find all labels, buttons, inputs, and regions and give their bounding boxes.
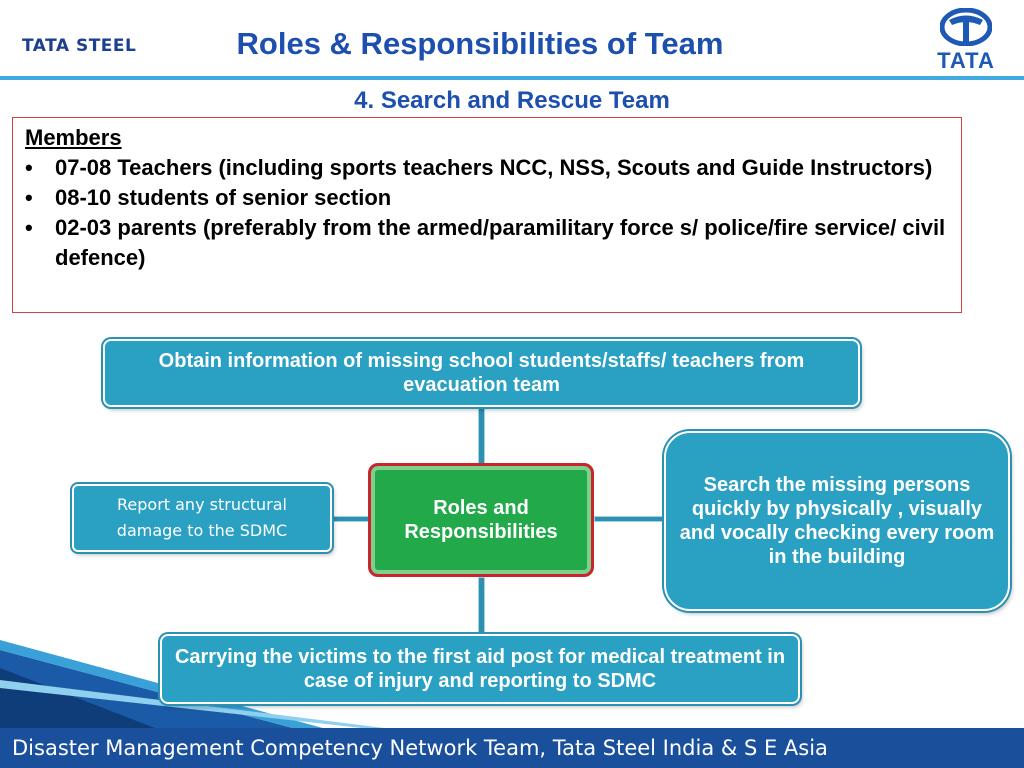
role-search-persons bbox=[664, 431, 1010, 611]
role-search-persons-text: Search the missing persons quickly by physically , visually and vocally checking every room in the building bbox=[679, 474, 995, 568]
members-list bbox=[25, 153, 949, 273]
roles-center-text: Roles and Responsibilities bbox=[404, 497, 558, 543]
section-subtitle: 4. Search and Rescue Team bbox=[354, 87, 670, 114]
member-item: • 02-03 parents (preferably from the armed/paramilitary force s/ police/fire service/ civil defence) bbox=[25, 213, 949, 273]
member-item: • 08-10 students of senior section bbox=[25, 183, 949, 213]
tata-logo bbox=[930, 8, 1002, 73]
connector-top bbox=[478, 408, 485, 466]
role-obtain-info bbox=[103, 339, 860, 407]
page-title: Roles & Responsibilities of Team bbox=[236, 26, 724, 61]
connector-left bbox=[332, 516, 370, 522]
connector-bottom bbox=[478, 577, 485, 636]
role-obtain-info-text: Obtain information of missing school students/staffs/ teachers from evacuation team bbox=[158, 350, 805, 396]
members-heading: Members bbox=[25, 125, 122, 150]
members-box bbox=[12, 117, 962, 313]
footer-bar bbox=[0, 728, 1024, 768]
role-carry-victims bbox=[160, 634, 800, 704]
role-carry-victims-text: Carrying the victims to the first aid post for medical treatment in case of injury and reporting to SDMC bbox=[174, 646, 786, 692]
connector-right bbox=[594, 516, 666, 522]
roles-center-node bbox=[368, 463, 594, 577]
header-divider bbox=[0, 76, 1024, 80]
role-report-damage bbox=[72, 484, 332, 552]
footer-text: Disaster Management Competency Network Team, Tata Steel India & S E Asia bbox=[12, 736, 828, 760]
tata-emblem-icon bbox=[940, 8, 992, 46]
tata-steel-logo: TATA STEEL bbox=[22, 36, 137, 56]
tata-wordmark: TATA bbox=[937, 48, 995, 73]
member-item: • 07-08 Teachers (including sports teachers NCC, NSS, Scouts and Guide Instructors) bbox=[25, 153, 949, 183]
role-report-damage-text: Report any structural damage to the SDMC bbox=[116, 495, 288, 540]
